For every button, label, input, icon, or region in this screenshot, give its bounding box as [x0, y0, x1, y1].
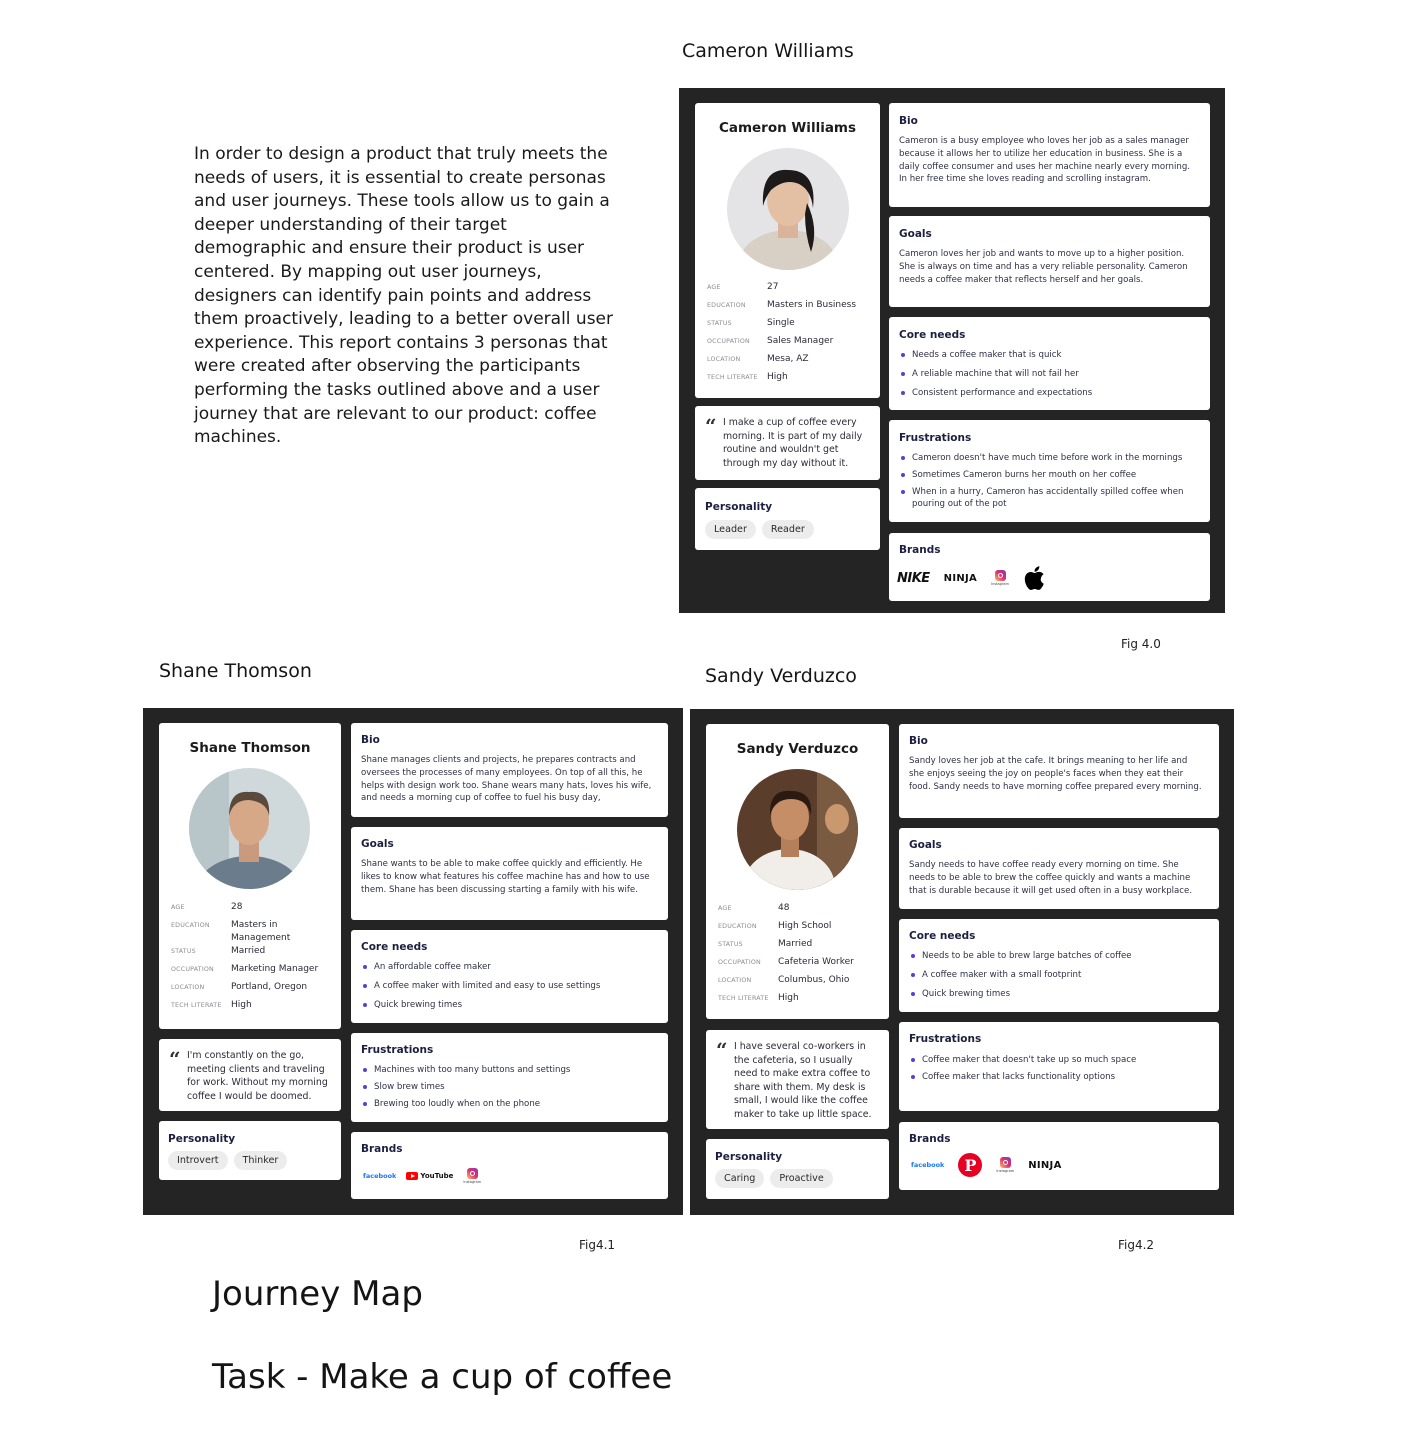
stat-value: Marketing Manager — [231, 964, 319, 974]
brands-card — [899, 1122, 1219, 1190]
figure-caption: Fig 4.0 — [1121, 637, 1161, 651]
personality-chip: Leader — [705, 520, 756, 539]
frustrations-title: Frustrations — [909, 1033, 982, 1045]
core-needs-title: Core needs — [909, 930, 976, 942]
stat-value: Married — [778, 939, 813, 949]
goals-text: Sandy needs to have coffee ready every morning on time. She needs to be able to brew the coffee quickly and wants a machine that is durable because it will get used often in a busy workplace. — [909, 860, 1193, 896]
list-item: A coffee maker with a small footprint — [909, 969, 1205, 981]
persona-heading-sandy: Sandy Verduzco — [705, 665, 857, 687]
instagram-logo-icon: Instagram — [463, 1168, 481, 1184]
core-needs-list — [361, 961, 654, 1018]
brands-card — [351, 1132, 668, 1199]
personality-chip: Caring — [715, 1169, 764, 1188]
figure-caption: Fig4.2 — [1118, 1238, 1155, 1252]
stat-key: OCCUPATION — [707, 338, 750, 345]
bio-card — [889, 103, 1210, 207]
personality-title: Personality — [168, 1133, 236, 1145]
facebook-logo-icon: facebook — [911, 1161, 945, 1169]
personality-card — [695, 488, 880, 550]
stat-key: AGE — [718, 905, 732, 912]
task-title: Task - Make a cup of coffee — [212, 1357, 673, 1397]
brands-title: Brands — [899, 544, 941, 556]
frustrations-card — [889, 420, 1210, 522]
brands-logos — [897, 565, 1045, 591]
list-item: Quick brewing times — [361, 999, 654, 1011]
brands-title: Brands — [909, 1133, 951, 1145]
stat-key: OCCUPATION — [718, 959, 761, 966]
persona-name: Sandy Verduzco — [736, 741, 859, 757]
profile-card — [695, 103, 880, 398]
avatar — [727, 148, 849, 270]
frustrations-title: Frustrations — [361, 1044, 434, 1056]
persona-board-sandy — [690, 709, 1234, 1215]
figure-caption: Fig4.1 — [579, 1238, 616, 1252]
stat-value: 48 — [778, 903, 790, 913]
personality-card — [706, 1139, 889, 1199]
brands-logos — [363, 1168, 481, 1184]
stat-key: LOCATION — [707, 356, 741, 363]
stat-value: Mesa, AZ — [767, 354, 809, 364]
frustrations-card — [899, 1022, 1219, 1111]
list-item: A reliable machine that will not fail her — [899, 368, 1196, 380]
list-item: Slow brew times — [361, 1081, 654, 1093]
goals-card — [351, 827, 668, 920]
goals-text: Shane wants to be able to make coffee quickly and efficiently. He likes to know what features his coffee machine has and how to use them. Shane has been discussing starting a family with his wife. — [361, 859, 650, 895]
quote-icon: “ — [705, 414, 717, 438]
stat-value: Masters in Business — [767, 300, 857, 310]
core-needs-title: Core needs — [899, 329, 966, 341]
stat-key: AGE — [171, 904, 185, 911]
brands-logos — [911, 1153, 1062, 1177]
brands-card — [889, 533, 1210, 601]
stats-list — [171, 901, 331, 1017]
profile-card — [706, 724, 889, 1019]
frustrations-card — [351, 1033, 668, 1122]
persona-board-cameron — [679, 88, 1225, 613]
quote-card — [695, 406, 880, 480]
journey-map-title: Journey Map — [212, 1274, 423, 1314]
brands-title: Brands — [361, 1143, 403, 1155]
list-item: Coffee maker that doesn't take up so much space — [909, 1054, 1205, 1066]
bio-card — [351, 723, 668, 817]
stat-key: STATUS — [707, 320, 732, 327]
goals-title: Goals — [909, 839, 942, 851]
personality-title: Personality — [715, 1151, 783, 1163]
personality-chips — [168, 1151, 287, 1170]
stat-key: AGE — [707, 284, 721, 291]
stat-key: LOCATION — [171, 984, 205, 991]
stat-key: TECH LITERATE — [718, 995, 769, 1002]
quote-text: I have several co-workers in the cafeteria, so I usually need to make extra coffee to share with them. My desk is small, I would like the coffee maker to take up little space. — [734, 1041, 872, 1120]
nike-logo-icon: NIKE — [897, 570, 930, 586]
list-item: Coffee maker that lacks functionality options — [909, 1071, 1205, 1083]
personality-title: Personality — [705, 501, 773, 513]
list-item: Cameron doesn't have much time before work in the mornings — [899, 452, 1196, 464]
goals-card — [889, 216, 1210, 307]
stat-value: High School — [778, 921, 832, 931]
apple-logo-icon — [1023, 565, 1045, 591]
ninja-logo-icon: NINJA — [1028, 1159, 1062, 1171]
core-needs-list — [909, 950, 1205, 1007]
profile-card — [159, 723, 341, 1029]
stat-value: Columbus, Ohio — [778, 975, 850, 985]
stat-key: LOCATION — [718, 977, 752, 984]
personality-chips — [715, 1169, 833, 1188]
stat-value: Masters in Management — [231, 920, 291, 943]
bio-text: Sandy loves her job at the cafe. It brings meaning to her life and she enjoys seeing the joy on people's faces when they eat their food. Sandy needs to have morning coffee prepared every morning. — [909, 756, 1202, 792]
quote-text: I make a cup of coffee every morning. It is part of my daily routine and wouldn't get through my day without it. — [723, 417, 863, 469]
personality-chip: Introvert — [168, 1151, 228, 1170]
core-needs-card — [889, 317, 1210, 410]
list-item: Quick brewing times — [909, 988, 1205, 1000]
goals-title: Goals — [361, 838, 394, 850]
stat-value: 27 — [767, 282, 779, 292]
frustrations-list — [899, 452, 1196, 515]
stat-value: High — [778, 993, 799, 1003]
stat-key: TECH LITERATE — [707, 374, 758, 381]
stat-key: EDUCATION — [718, 923, 757, 930]
stat-key: STATUS — [718, 941, 743, 948]
stat-value: Married — [231, 946, 266, 956]
personality-chip: Proactive — [770, 1169, 832, 1188]
bio-text: Shane manages clients and projects, he prepares contracts and oversees the processes of many employees. On top of all this, he helps with design work too. Shane wears many hats, loves his wife, and needs a morning cup of coffee to fuel his busy day, — [361, 755, 652, 804]
stat-key: TECH LITERATE — [171, 1002, 222, 1009]
instagram-logo-icon: Instagram — [991, 570, 1009, 586]
personality-chips — [705, 520, 814, 539]
ninja-logo-icon: NINJA — [943, 572, 978, 584]
list-item: An affordable coffee maker — [361, 961, 654, 973]
frustrations-title: Frustrations — [899, 432, 972, 444]
bio-title: Bio — [909, 735, 928, 747]
personality-card — [159, 1121, 341, 1180]
facebook-logo-icon: facebook — [363, 1172, 397, 1180]
list-item: Consistent performance and expectations — [899, 387, 1196, 399]
core-needs-list — [899, 349, 1196, 406]
stats-list — [718, 902, 879, 1010]
avatar — [189, 768, 310, 889]
personality-chip: Thinker — [234, 1151, 288, 1170]
stat-key: OCCUPATION — [171, 966, 214, 973]
stat-value: High — [767, 372, 788, 382]
stat-value: Cafeteria Worker — [778, 957, 854, 967]
instagram-logo-icon: Instagram — [996, 1157, 1014, 1173]
bio-title: Bio — [899, 115, 918, 127]
goals-title: Goals — [899, 228, 932, 240]
core-needs-title: Core needs — [361, 941, 428, 953]
stat-key: EDUCATION — [171, 922, 210, 929]
stat-value: Sales Manager — [767, 336, 834, 346]
intro-paragraph: In order to design a product that truly meets the needs of users, it is essential to create personas and user journeys. These tools allow us to gain a deeper understanding of their target demographic and ensure their product is user centered. By mapping out user journeys, designers can identify pain points and address them proactively, leading to a better overall user experience. This report contains 3 personas that were created after observing the participants performing the tasks outlined above and a user journey that are relevant to our product: coffee machines. — [194, 144, 613, 448]
persona-name: Cameron Williams — [718, 120, 857, 136]
list-item: A coffee maker with limited and easy to use settings — [361, 980, 654, 992]
core-needs-card — [899, 919, 1219, 1012]
quote-card — [706, 1030, 889, 1129]
list-item: Sometimes Cameron burns her mouth on her coffee — [899, 469, 1196, 481]
pinterest-logo-icon: P — [958, 1153, 982, 1177]
quote-icon: “ — [716, 1038, 728, 1062]
stat-key: STATUS — [171, 948, 196, 955]
list-item: Needs a coffee maker that is quick — [899, 349, 1196, 361]
stat-value: High — [231, 1000, 252, 1010]
frustrations-list — [361, 1064, 654, 1115]
list-item: Machines with too many buttons and settings — [361, 1064, 654, 1076]
bio-title: Bio — [361, 734, 380, 746]
avatar — [737, 769, 858, 890]
stats-list — [707, 281, 870, 389]
goals-text: Cameron loves her job and wants to move up to a higher position. She is always on time and has a very reliable personality. Cameron needs a coffee maker that reflects herself and her goals. — [899, 249, 1188, 285]
core-needs-card — [351, 930, 668, 1023]
persona-heading-shane: Shane Thomson — [159, 660, 312, 682]
youtube-logo-icon: YouTube — [406, 1172, 453, 1180]
frustrations-list — [909, 1054, 1205, 1088]
quote-card — [159, 1039, 341, 1111]
stat-value: Single — [767, 318, 795, 328]
stat-value: 28 — [231, 902, 243, 912]
stat-key: EDUCATION — [707, 302, 746, 309]
persona-heading-cameron: Cameron Williams — [682, 40, 854, 62]
list-item: Needs to be able to brew large batches of coffee — [909, 950, 1205, 962]
bio-card — [899, 724, 1219, 818]
stat-value: Portland, Oregon — [231, 982, 308, 992]
personality-chip: Reader — [762, 520, 814, 539]
bio-text: Cameron is a busy employee who loves her job as a sales manager because it allows her to utilize her education in business. She is a daily coffee consumer and uses her machine nearly every morning. In her free time she loves reading and scrolling instagram. — [899, 136, 1191, 185]
goals-card — [899, 828, 1219, 909]
quote-icon: “ — [169, 1047, 181, 1071]
list-item: Brewing too loudly when on the phone — [361, 1098, 654, 1110]
list-item: When in a hurry, Cameron has accidentally spilled coffee when pouring out of the pot — [899, 486, 1196, 510]
persona-name: Shane Thomson — [189, 740, 311, 756]
persona-board-shane — [143, 708, 683, 1215]
quote-text: I'm constantly on the go, meeting clients and traveling for work. Without my morning coffee I would be doomed. — [187, 1050, 328, 1102]
